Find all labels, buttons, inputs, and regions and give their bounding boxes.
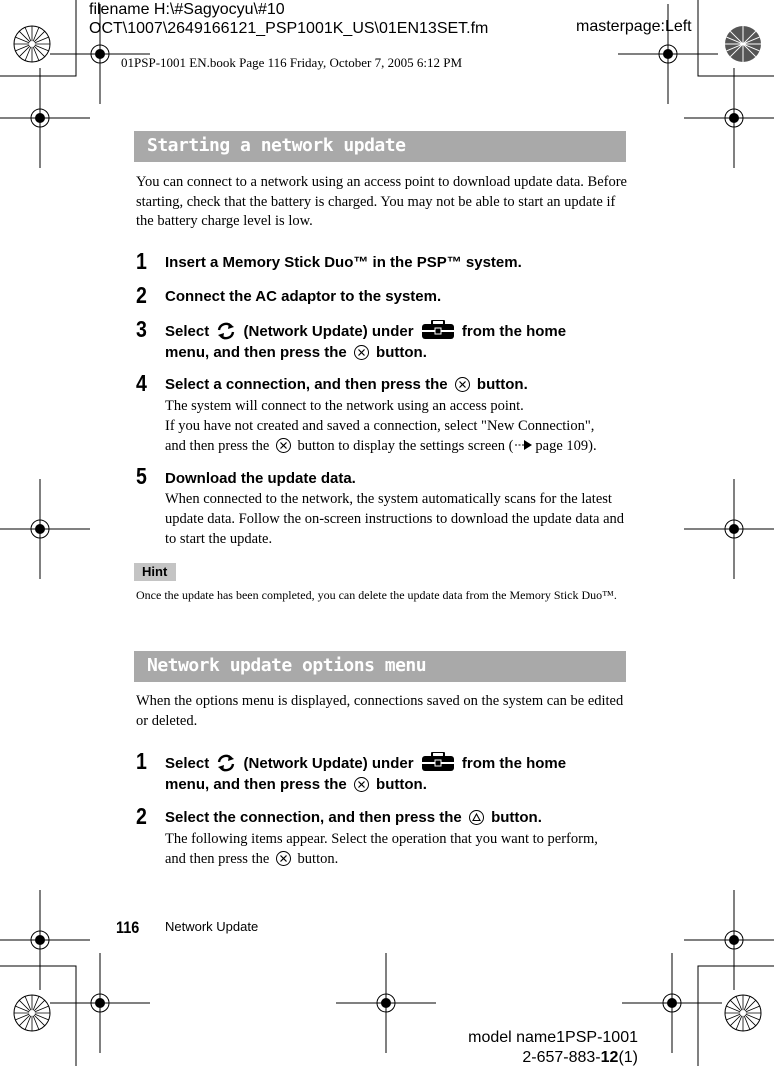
- model-line-1: model name1PSP-1001: [468, 1029, 638, 1046]
- step-text: Select a connection, and then press the button.: [165, 376, 528, 393]
- step-detail: When connected to the network, the system automatically scans for the latest update data. Follow the on-screen instructions to download the update data and to start the update.: [165, 491, 625, 547]
- step-number: 2: [136, 282, 147, 308]
- section-title-bar: [134, 651, 626, 682]
- toolbox-settings-icon: [421, 320, 455, 340]
- section-title: Starting a network update: [147, 135, 406, 156]
- step-number: 1: [136, 748, 147, 774]
- masterpage-label: masterpage:Left: [576, 18, 692, 35]
- cross-button-icon: [455, 377, 470, 392]
- step-text: Download the update data.: [165, 470, 356, 487]
- filename-header: [89, 0, 488, 38]
- footer-section-label: Network Update: [165, 919, 259, 934]
- step-text: Insert a Memory Stick Duo™ in the PSP™ system.: [165, 254, 522, 271]
- step-text: Connect the AC adaptor to the system.: [165, 288, 442, 305]
- cross-button-icon: [354, 777, 369, 792]
- step-text: Select the connection, and then press the button.: [165, 809, 542, 826]
- page-reference-arrow-icon: [514, 439, 534, 451]
- step-number: 2: [136, 803, 147, 829]
- step-detail: The following items appear. Select the operation that you want to perform, and then press the button.: [165, 831, 598, 867]
- hint-badge: [134, 563, 176, 581]
- section-title-bar: [134, 131, 626, 162]
- cross-button-icon: [276, 851, 291, 866]
- filename-line-1: filename H:\#Sagyocyu\#10: [89, 1, 285, 18]
- step-number: 1: [136, 248, 147, 274]
- step-detail: The system will connect to the network using an access point. If you have not created and saved a connection, select "New Connection", and then press the button to display the settings screen ( page 109).: [165, 398, 597, 454]
- step-number: 5: [136, 463, 147, 489]
- model-line-2: 2-657-883-12(1): [522, 1049, 638, 1066]
- step-number: 3: [136, 316, 147, 342]
- page-number: 116: [116, 918, 140, 937]
- step-text: Select (Network Update) under from the home menu, and then press the button.: [165, 752, 635, 795]
- hint-text: Once the update has been completed, you can delete the update data from the Memory Stick Duo™.: [136, 588, 617, 602]
- step-number: 4: [136, 370, 147, 396]
- book-info-line: 01PSP-1001 EN.book Page 116 Friday, October 7, 2005 6:12 PM: [121, 55, 463, 70]
- toolbox-settings-icon: [421, 752, 455, 772]
- network-update-icon: [216, 754, 236, 772]
- hint-label: Hint: [142, 564, 168, 579]
- cross-button-icon: [276, 438, 291, 453]
- network-update-icon: [216, 322, 236, 340]
- section-intro: You can connect to a network using an access point to download update data. Before starting, check that the battery is charged. You may not be able to start an update if the battery charge level is low.: [136, 174, 627, 229]
- filename-line-2: OCT\1007\2649166121_PSP1001K_US\01EN13SET.fm: [89, 20, 489, 37]
- model-info: [468, 1028, 638, 1068]
- cross-button-icon: [354, 345, 369, 360]
- section-intro: When the options menu is displayed, connections saved on the system can be edited or deleted.: [136, 693, 624, 729]
- section-title: Network update options menu: [147, 655, 427, 676]
- triangle-button-icon: [469, 810, 484, 825]
- step-text: Select (Network Update) under from the home menu, and then press the button.: [165, 320, 635, 363]
